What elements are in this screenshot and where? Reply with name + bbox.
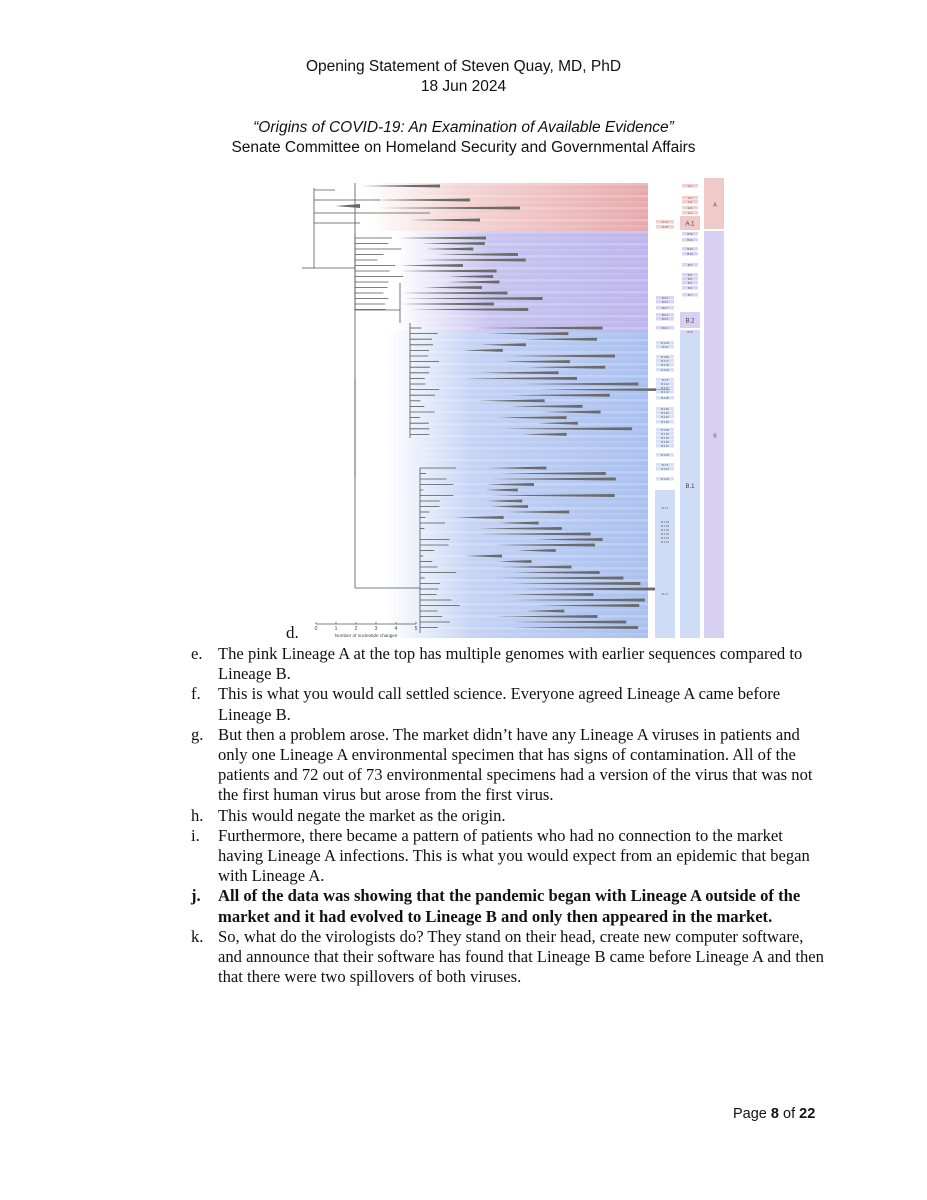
svg-text:4: 4: [394, 626, 398, 632]
list-marker: e.: [191, 644, 203, 663]
svg-text:A.1.1: A.1.1: [661, 221, 669, 224]
svg-text:B.1.33: B.1.33: [660, 520, 670, 524]
list-text: All of the data was showing that the pandemic began with Lineage A outside of the market and it had evolved to Lineage B and only then appeared in the market.: [218, 886, 801, 926]
phylogenetic-tree-figure: [300, 178, 730, 638]
svg-text:B.1.2: B.1.2: [661, 506, 669, 510]
svg-text:B.1.34: B.1.34: [661, 342, 669, 345]
svg-text:2: 2: [354, 626, 358, 632]
svg-text:B.1.26: B.1.26: [661, 478, 669, 481]
total-pages: 22: [799, 1106, 816, 1122]
svg-text:B.1.23: B.1.23: [661, 369, 669, 372]
list-item: [188, 806, 828, 826]
svg-text:3: 3: [374, 626, 378, 632]
list-item: [188, 927, 828, 988]
svg-text:B.1.39: B.1.39: [661, 433, 669, 436]
svg-text:B.14: B.14: [687, 239, 693, 242]
svg-text:A.3: A.3: [688, 197, 692, 200]
svg-text:0: 0: [314, 626, 318, 632]
svg-text:B.2.6: B.2.6: [661, 297, 669, 300]
svg-text:B.2: B.2: [685, 318, 695, 325]
svg-text:A.4: A.4: [688, 185, 692, 188]
svg-text:B.1.43: B.1.43: [661, 468, 669, 471]
list-text: But then a problem arose. The market didn’t have any Lineage A viruses in patients and only one Lineage A environmental specimen that has signs of contamination. All of the patients and 72 out of 73 environmental specimens had a version of the virus that was not the first human virus but arose from the first virus.: [218, 724, 813, 805]
phylogenetic-tree: [300, 178, 730, 638]
page-of: of: [783, 1106, 796, 1122]
statement-list: [188, 644, 828, 987]
svg-text:A: A: [713, 202, 717, 209]
svg-text:B.1.40: B.1.40: [661, 412, 669, 415]
svg-text:B.1.67: B.1.67: [660, 536, 670, 540]
list-marker: i.: [191, 825, 200, 845]
svg-text:B.1.22: B.1.22: [661, 383, 669, 386]
svg-text:B.1.18: B.1.18: [661, 364, 669, 367]
svg-text:B.1.36: B.1.36: [661, 454, 669, 457]
svg-text:B.1.37: B.1.37: [661, 387, 669, 390]
document-title: Opening Statement of Steven Quay, MD, PhD: [305, 58, 622, 75]
svg-text:B.1.71: B.1.71: [661, 360, 669, 363]
svg-text:B.3: B.3: [688, 264, 692, 267]
svg-text:B.1.30: B.1.30: [660, 532, 670, 536]
svg-text:B.1.66: B.1.66: [661, 408, 669, 411]
current-page: 8: [770, 1106, 779, 1122]
svg-text:B.1.6: B.1.6: [661, 346, 669, 349]
list-text: So, what do the virologists do? They stand on their head, create new computer software, and announce that their software has found that Lineage B came before Lineage A and then that there were two spillovers of both viruses.: [218, 926, 824, 987]
svg-text:1: 1: [334, 626, 338, 632]
svg-text:B.1.28: B.1.28: [661, 441, 669, 444]
svg-text:B.1.35: B.1.35: [660, 524, 670, 528]
list-marker: h.: [191, 805, 204, 825]
page-number: [733, 1106, 815, 1122]
svg-text:B.15: B.15: [687, 331, 693, 334]
svg-text:B.1.13: B.1.13: [661, 391, 669, 394]
page-prefix: Page: [733, 1106, 767, 1122]
svg-text:A.1: A.1: [685, 221, 695, 228]
svg-text:B.1.5: B.1.5: [661, 464, 669, 467]
svg-text:B.2.5: B.2.5: [661, 318, 669, 321]
svg-text:B.1.36: B.1.36: [661, 397, 669, 400]
svg-text:B.1.8: B.1.8: [661, 379, 669, 382]
svg-text:5: 5: [414, 626, 418, 632]
svg-text:B.1.1: B.1.1: [661, 592, 669, 596]
svg-text:B.1.70: B.1.70: [660, 540, 670, 544]
figure-label: d.: [286, 623, 299, 642]
svg-text:B.1.34: B.1.34: [661, 437, 669, 440]
svg-text:B.1.59: B.1.59: [661, 429, 669, 432]
svg-text:Number of nucleotide changes: Number of nucleotide changes: [334, 633, 398, 638]
list-text: Furthermore, there became a pattern of patients who had no connection to the market having Lineage A infections. This is what you would expect from an epidemic that began with Lineage A.: [218, 825, 810, 886]
list-item: [188, 644, 828, 684]
svg-text:B.6: B.6: [688, 274, 692, 277]
svg-text:B.1.42: B.1.42: [661, 416, 669, 419]
committee-name: Senate Committee on Homeland Security and Governmental Affairs: [231, 139, 696, 156]
svg-text:B.2.4: B.2.4: [661, 314, 669, 317]
list-item: [188, 684, 828, 724]
svg-text:B.13: B.13: [687, 248, 693, 251]
list-marker: g.: [191, 724, 204, 744]
svg-text:B.4: B.4: [688, 287, 692, 290]
svg-text:B.2.2: B.2.2: [661, 301, 669, 304]
svg-text:A.5: A.5: [688, 207, 692, 210]
svg-text:B.7: B.7: [688, 294, 692, 297]
document-date: 18 Jun 2024: [420, 78, 507, 95]
svg-text:B.16: B.16: [687, 253, 693, 256]
list-marker: k.: [191, 926, 204, 946]
svg-text:A.1: A.1: [688, 212, 692, 215]
svg-text:B.9: B.9: [688, 282, 692, 285]
svg-text:A.2: A.2: [688, 201, 692, 204]
svg-text:B.5: B.5: [688, 278, 692, 281]
svg-text:B: B: [713, 433, 717, 440]
list-marker: f.: [191, 684, 201, 704]
hearing-title: “Origins of COVID-19: An Examination of Available Evidence”: [253, 119, 674, 136]
svg-text:A.1.5: A.1.5: [661, 226, 669, 229]
list-marker: j.: [191, 886, 201, 906]
svg-text:B.10: B.10: [687, 233, 693, 236]
list-text: This would negate the market as the origin.: [218, 805, 506, 825]
svg-text:B.1.26: B.1.26: [661, 421, 669, 424]
svg-text:B.2.7: B.2.7: [661, 307, 669, 310]
svg-text:B.1.80: B.1.80: [661, 356, 669, 359]
svg-text:B.2.1: B.2.1: [661, 327, 669, 330]
list-item: [188, 725, 828, 806]
svg-text:B.1: B.1: [685, 484, 695, 490]
list-text: This is what you would call settled science. Everyone agreed Lineage A came before Lineage B.: [218, 684, 781, 724]
list-item: [188, 826, 828, 887]
svg-text:B.1.32: B.1.32: [660, 528, 670, 532]
list-text: The pink Lineage A at the top has multiple genomes with earlier sequences compared to Lineage B.: [218, 644, 803, 684]
svg-text:B.1.41: B.1.41: [661, 445, 669, 448]
list-item-emphasis: [188, 886, 828, 926]
